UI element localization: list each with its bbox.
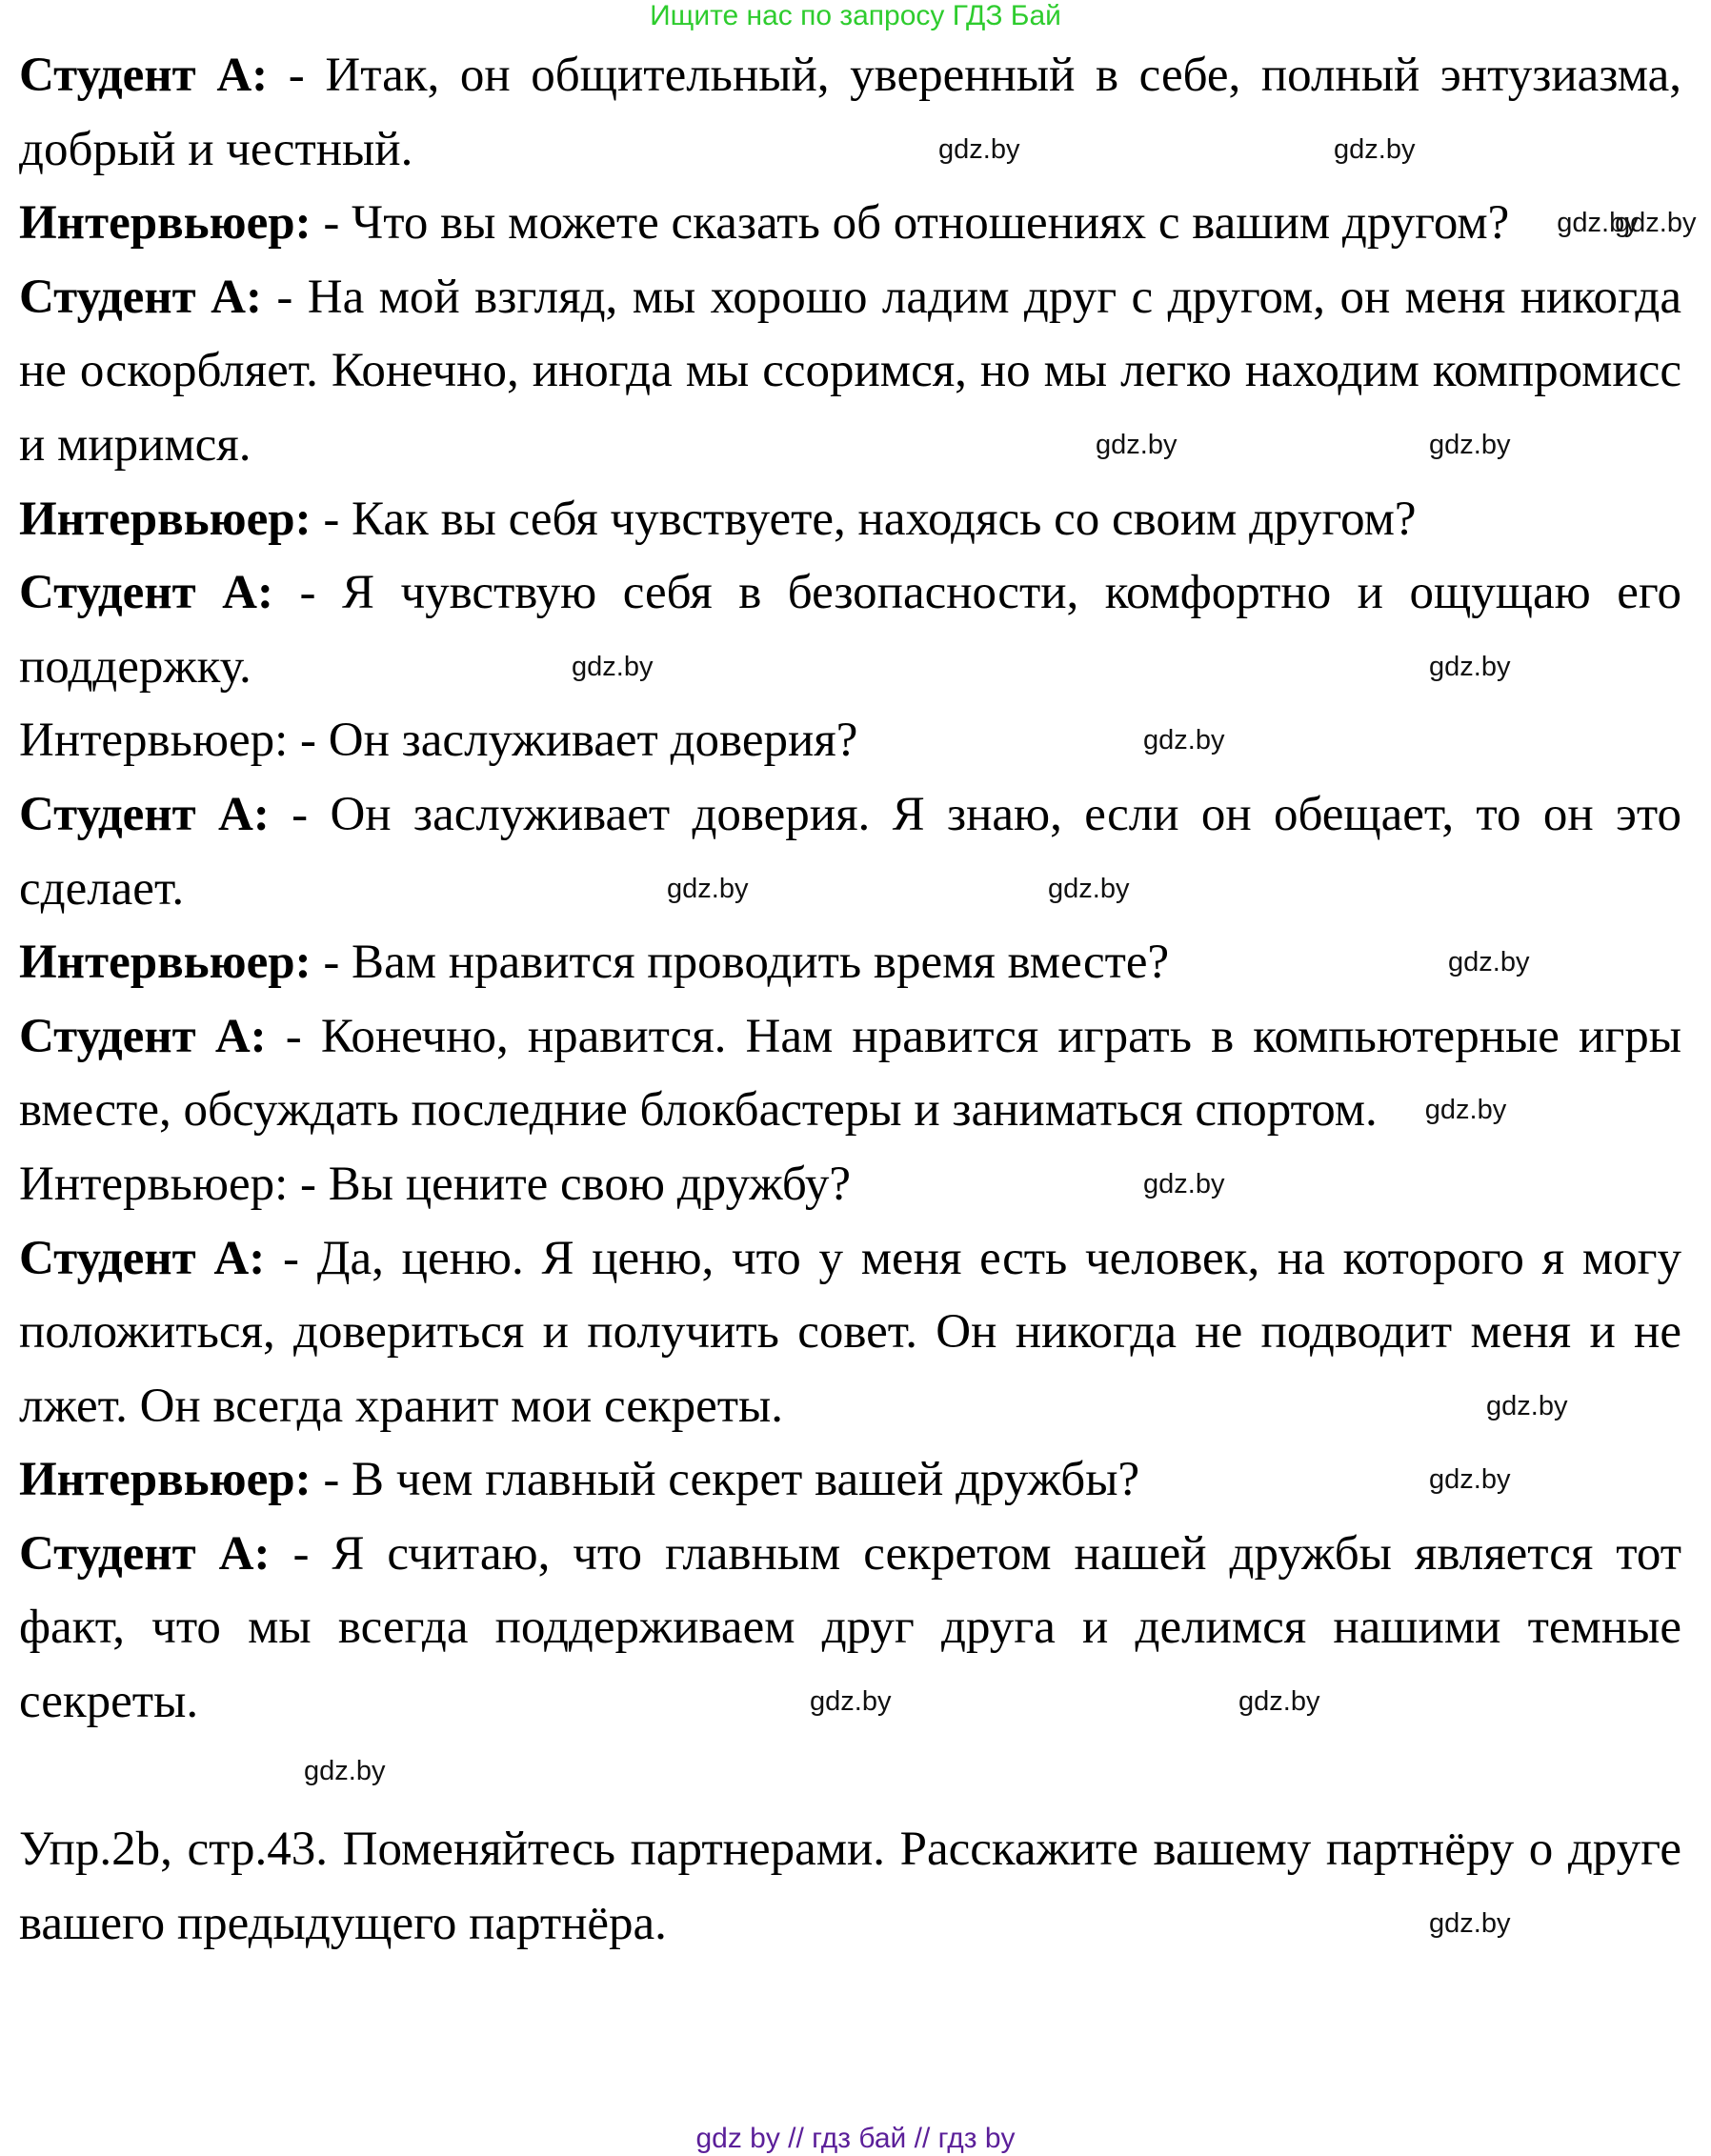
utterance-text: - Он заслуживает доверия. Я знаю, если он обещает, то он это сделает. (19, 787, 1681, 916)
dialogue-document (19, 39, 1681, 1961)
dialogue-line (19, 926, 1681, 1000)
utterance-text: - Я чувствую себя в безопасности, комфортно и ощущаю его поддержку. (19, 566, 1681, 694)
utterance-text: - Да, ценю. Я ценю, что у меня есть человек, на которого я могу положиться, довериться и получить совет. Он никогда не подводит меня и не лжет. Он всегда хранит мои секреты. (19, 1231, 1682, 1433)
watermark-text: gdz.by (938, 133, 1020, 165)
dialogue-line (19, 778, 1681, 926)
speaker-label: Интервьюер: (19, 936, 312, 990)
dialogue-line (19, 187, 1681, 261)
watermark-text: gdz.by (1448, 947, 1530, 978)
watermark-text: gdz.by (1557, 208, 1639, 239)
dialogue-line (19, 1222, 1681, 1444)
watermark-text: gdz.by (1143, 725, 1225, 756)
footer-links[interactable]: gdz by // гдз бай // гдз by (695, 2123, 1016, 2154)
watermark-text: gdz.by (1615, 208, 1697, 239)
dialogue-line (19, 704, 1681, 778)
search-hint-banner: Ищите нас по запросу ГДЗ Бай (650, 0, 1061, 31)
speaker-label: Студент А: (19, 787, 270, 841)
watermark-text: gdz.by (1096, 429, 1178, 460)
watermark-text: gdz.by (667, 873, 749, 904)
utterance-text: - Вы цените свою дружбу? (288, 1157, 852, 1211)
utterance-text: - На мой взгляд, мы хорошо ладим друг с другом, он меня никогда не оскорбляет. Конечно, иногда мы ссоримся, но мы легко находим компромисс и миримся. (19, 270, 1681, 472)
watermark-text: gdz.by (1486, 1390, 1568, 1421)
utterance-text: - Что вы можете сказать об отношениях с вашим другом? (311, 196, 1510, 251)
utterance-text: - Я считаю, что главным секретом нашей дружбы является тот факт, что мы всегда поддерживаем друг друга и делимся нашими темные секреты. (19, 1526, 1682, 1729)
watermark-text: gdz.by (572, 651, 654, 682)
watermark-text: gdz.by (1429, 1907, 1511, 1939)
speaker-label: Студент А: (19, 49, 269, 102)
dialogue-line (19, 1000, 1681, 1148)
watermark-text: gdz.by (1334, 133, 1416, 165)
dialogue-line (19, 556, 1681, 704)
watermark-text: gdz.by (1429, 429, 1511, 460)
watermark-text: gdz.by (1048, 873, 1130, 904)
speaker-label: Интервьюер: (19, 1453, 312, 1507)
speaker-label: Интервьюер: (19, 1157, 289, 1211)
watermark-text: gdz.by (304, 1755, 386, 1786)
utterance-text: - Итак, он общительный, уверенный в себе, полный энтузиазма, добрый и честный. (19, 49, 1682, 176)
utterance-text: - Как вы себя чувствуете, находясь со своим другом? (311, 492, 1417, 546)
speaker-label: Интервьюер: (19, 714, 289, 768)
utterance-text: - В чем главный секрет вашей дружбы? (311, 1453, 1140, 1507)
exercise-instruction: Упр.2b, стр.43. Поменяйтесь партнерами. Расскажите вашему партнёру о друге вашего предыдущего партнёра. (19, 1823, 1681, 1950)
watermark-text: gdz.by (810, 1686, 892, 1718)
speaker-label: Студент А: (19, 1526, 271, 1581)
utterance-text: - Конечно, нравится. Нам нравится играть в компьютерные игры вместе, обсуждать последние блокбастеры и заниматься спортом. (19, 1009, 1682, 1138)
watermark-text: gdz.by (1424, 1095, 1507, 1126)
watermark-text: gdz.by (1429, 1464, 1511, 1496)
watermark-text: gdz.by (1429, 651, 1511, 682)
utterance-text: - Он заслуживает доверия? (288, 714, 858, 768)
utterance-text: - Вам нравится проводить время вместе? (311, 936, 1170, 990)
watermark-text: gdz.by (1238, 1686, 1320, 1718)
speaker-label: Интервьюер: (19, 492, 312, 546)
speaker-label: Интервьюер: (19, 196, 312, 251)
dialogue-line (19, 1148, 1681, 1222)
speaker-label: Студент А: (19, 1231, 266, 1285)
speaker-label: Студент А: (19, 566, 273, 620)
speaker-label: Студент А: (19, 1009, 267, 1063)
dialogue-line (19, 39, 1681, 187)
dialogue-line (19, 483, 1681, 557)
speaker-label: Студент А: (19, 270, 262, 324)
watermark-text: gdz.by (1143, 1168, 1225, 1199)
